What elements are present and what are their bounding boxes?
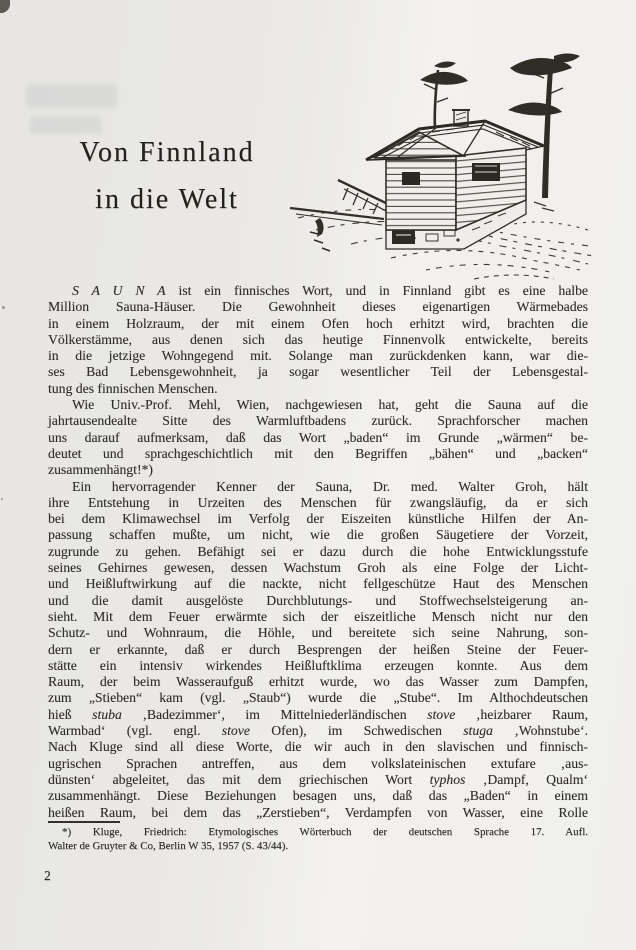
body-line: in einem Holzraum, der mit einem Ofen hoch erhitzt wird, brachten die	[48, 315, 588, 331]
body-line: zusammenhängt!*)	[48, 462, 153, 478]
body-text	[48, 283, 588, 821]
body-line: zugrunde zu gehen. Befähigt sei er dazu durch die hohe Entwicklungsstufe	[48, 543, 588, 559]
sauna-cabin-illustration	[286, 48, 604, 289]
body-line: und die damit ausgelöste Durchblutungs- und Stoffwechselsteigerung an-	[48, 592, 588, 608]
footnote-line: Walter de Gruyter & Co, Berlin W 35, 1957 (S. 43/44).	[48, 839, 289, 852]
body-line: ses Bad Lebensgewohnheit, ja sogar wesentlicher Teil der Lebensgestal-	[48, 364, 588, 380]
body-line: heißen Raum, bei dem das „Zerstieben“, Verdampfen von Wasser, eine Rolle	[48, 804, 588, 820]
body-line: Warmbad‘ (vgl. engl. stove Ofen), im Schwedischen stuga ‚Wohnstube‘.	[48, 723, 588, 739]
body-line: hieß stuba ‚Badezimmer‘, im Mittelniederländischen stove ‚heizbarer Raum,	[48, 706, 588, 722]
body-line: und Heißluftwirkung auf die nackte, nicht fellgeschütze Haut des Menschen	[48, 576, 588, 592]
body-line: uns darauf aufmerksam, daß das Wort „baden“ im Grunde „wärmen“ be-	[48, 429, 588, 445]
body-line: bei dem Klimawechsel im Verfolg der Eiszeiten künstliche Hilfen der An-	[48, 511, 588, 527]
body-line: stätte ein intensiv wirkendes Heißluftklima erzeugen konnte. Aus dem	[48, 657, 588, 673]
footnote-line: *) Kluge, Friedrich: Etymologisches Wörterbuch der deutschen Sprache 17. Aufl.	[62, 826, 588, 838]
body-line: Ein hervorragender Kenner der Sauna, Dr. med. Walter Groh, hält	[72, 478, 588, 494]
body-line: sieht. Mit dem Feuer erwärmte sich der eiszeitliche Mensch nicht nur den	[48, 608, 588, 624]
body-line: dünsten‘ abgeleitet, das mit dem griechischen Wort typhos ‚Dampf, Qualm‘	[48, 771, 588, 787]
body-line: Völkerstämme, aus denen sich das heutige Finnenvolk entwickelte, bereits	[48, 331, 588, 347]
body-line: passung schaffen mußte, um nicht, wie die großen Säugetiere der Vorzeit,	[48, 527, 588, 543]
body-line: zusammenhängt. Diese Beziehungen besagen uns, daß das „Baden“ in einem	[48, 788, 588, 804]
body-line: dern er erkannte, daß er durch Besprengen der heißen Steine der Feuer-	[48, 641, 588, 657]
body-line: deutet und sprachgeschichtlich mit den Begriffen „bähen“ und „backen“	[48, 445, 588, 461]
body-line: jahrtausendealte Sitte des Warmluftbadens zurück. Sprachforscher machen	[48, 413, 588, 429]
body-line: tung des finnischen Menschen.	[48, 380, 218, 396]
footnote-rule	[48, 821, 120, 823]
body-line: Wie Univ.-Prof. Mehl, Wien, nachgewiesen hat, geht die Sauna auf die	[72, 397, 588, 413]
paragraph	[48, 479, 588, 821]
body-line: ihre Entstehung in Urzeiten des Menschen für zwangsläufig, da er sich	[48, 494, 588, 510]
scan-speck	[2, 306, 5, 309]
body-line: ugrischen Sprachen antreffen, aus dem volkslateinischen extufare ‚aus-	[48, 755, 588, 771]
body-line: Raum, der beim Wasseraufguß erhitzt wurde, wo das Wasser zum Dampfen,	[48, 674, 588, 690]
scan-speck	[1, 498, 3, 500]
bleed-through-artifact	[26, 84, 118, 108]
paragraph	[48, 397, 588, 478]
chapter-title-line2: in die Welt	[95, 184, 239, 215]
body-line: seines Gehirnes gewesen, dessen Wachstum Groh als eine Folge der Licht-	[48, 560, 588, 576]
page-number: 2	[44, 868, 51, 883]
chapter-title-line1: Von Finnland	[79, 137, 255, 168]
body-line: Million Sauna-Häuser. Die Gewohnheit dieses eigenartigen Wärmebades	[48, 299, 588, 315]
body-line: in die jetzige Wohngegend mit. Solange man zurückdenken kann, war die-	[48, 348, 588, 364]
paragraph	[48, 283, 588, 397]
body-line: Nach Kluge sind all diese Worte, die wir auch in den slavischen und finnisch-	[48, 739, 588, 755]
body-line: Schutz- und Wohnraum, die Höhle, und bereitete sich seine Nahrung, son-	[48, 625, 588, 641]
chapter-title	[66, 129, 268, 223]
body-line: zum „Stieben“ kam (vgl. „Staub“) wurde die „Stube“. Im Althochdeutschen	[48, 690, 588, 706]
body-line: S A U N A ist ein finnisches Wort, und in Finnland gibt es eine halbe	[72, 283, 588, 298]
footnote	[48, 826, 588, 853]
scan-corner-artifact	[0, 0, 10, 13]
